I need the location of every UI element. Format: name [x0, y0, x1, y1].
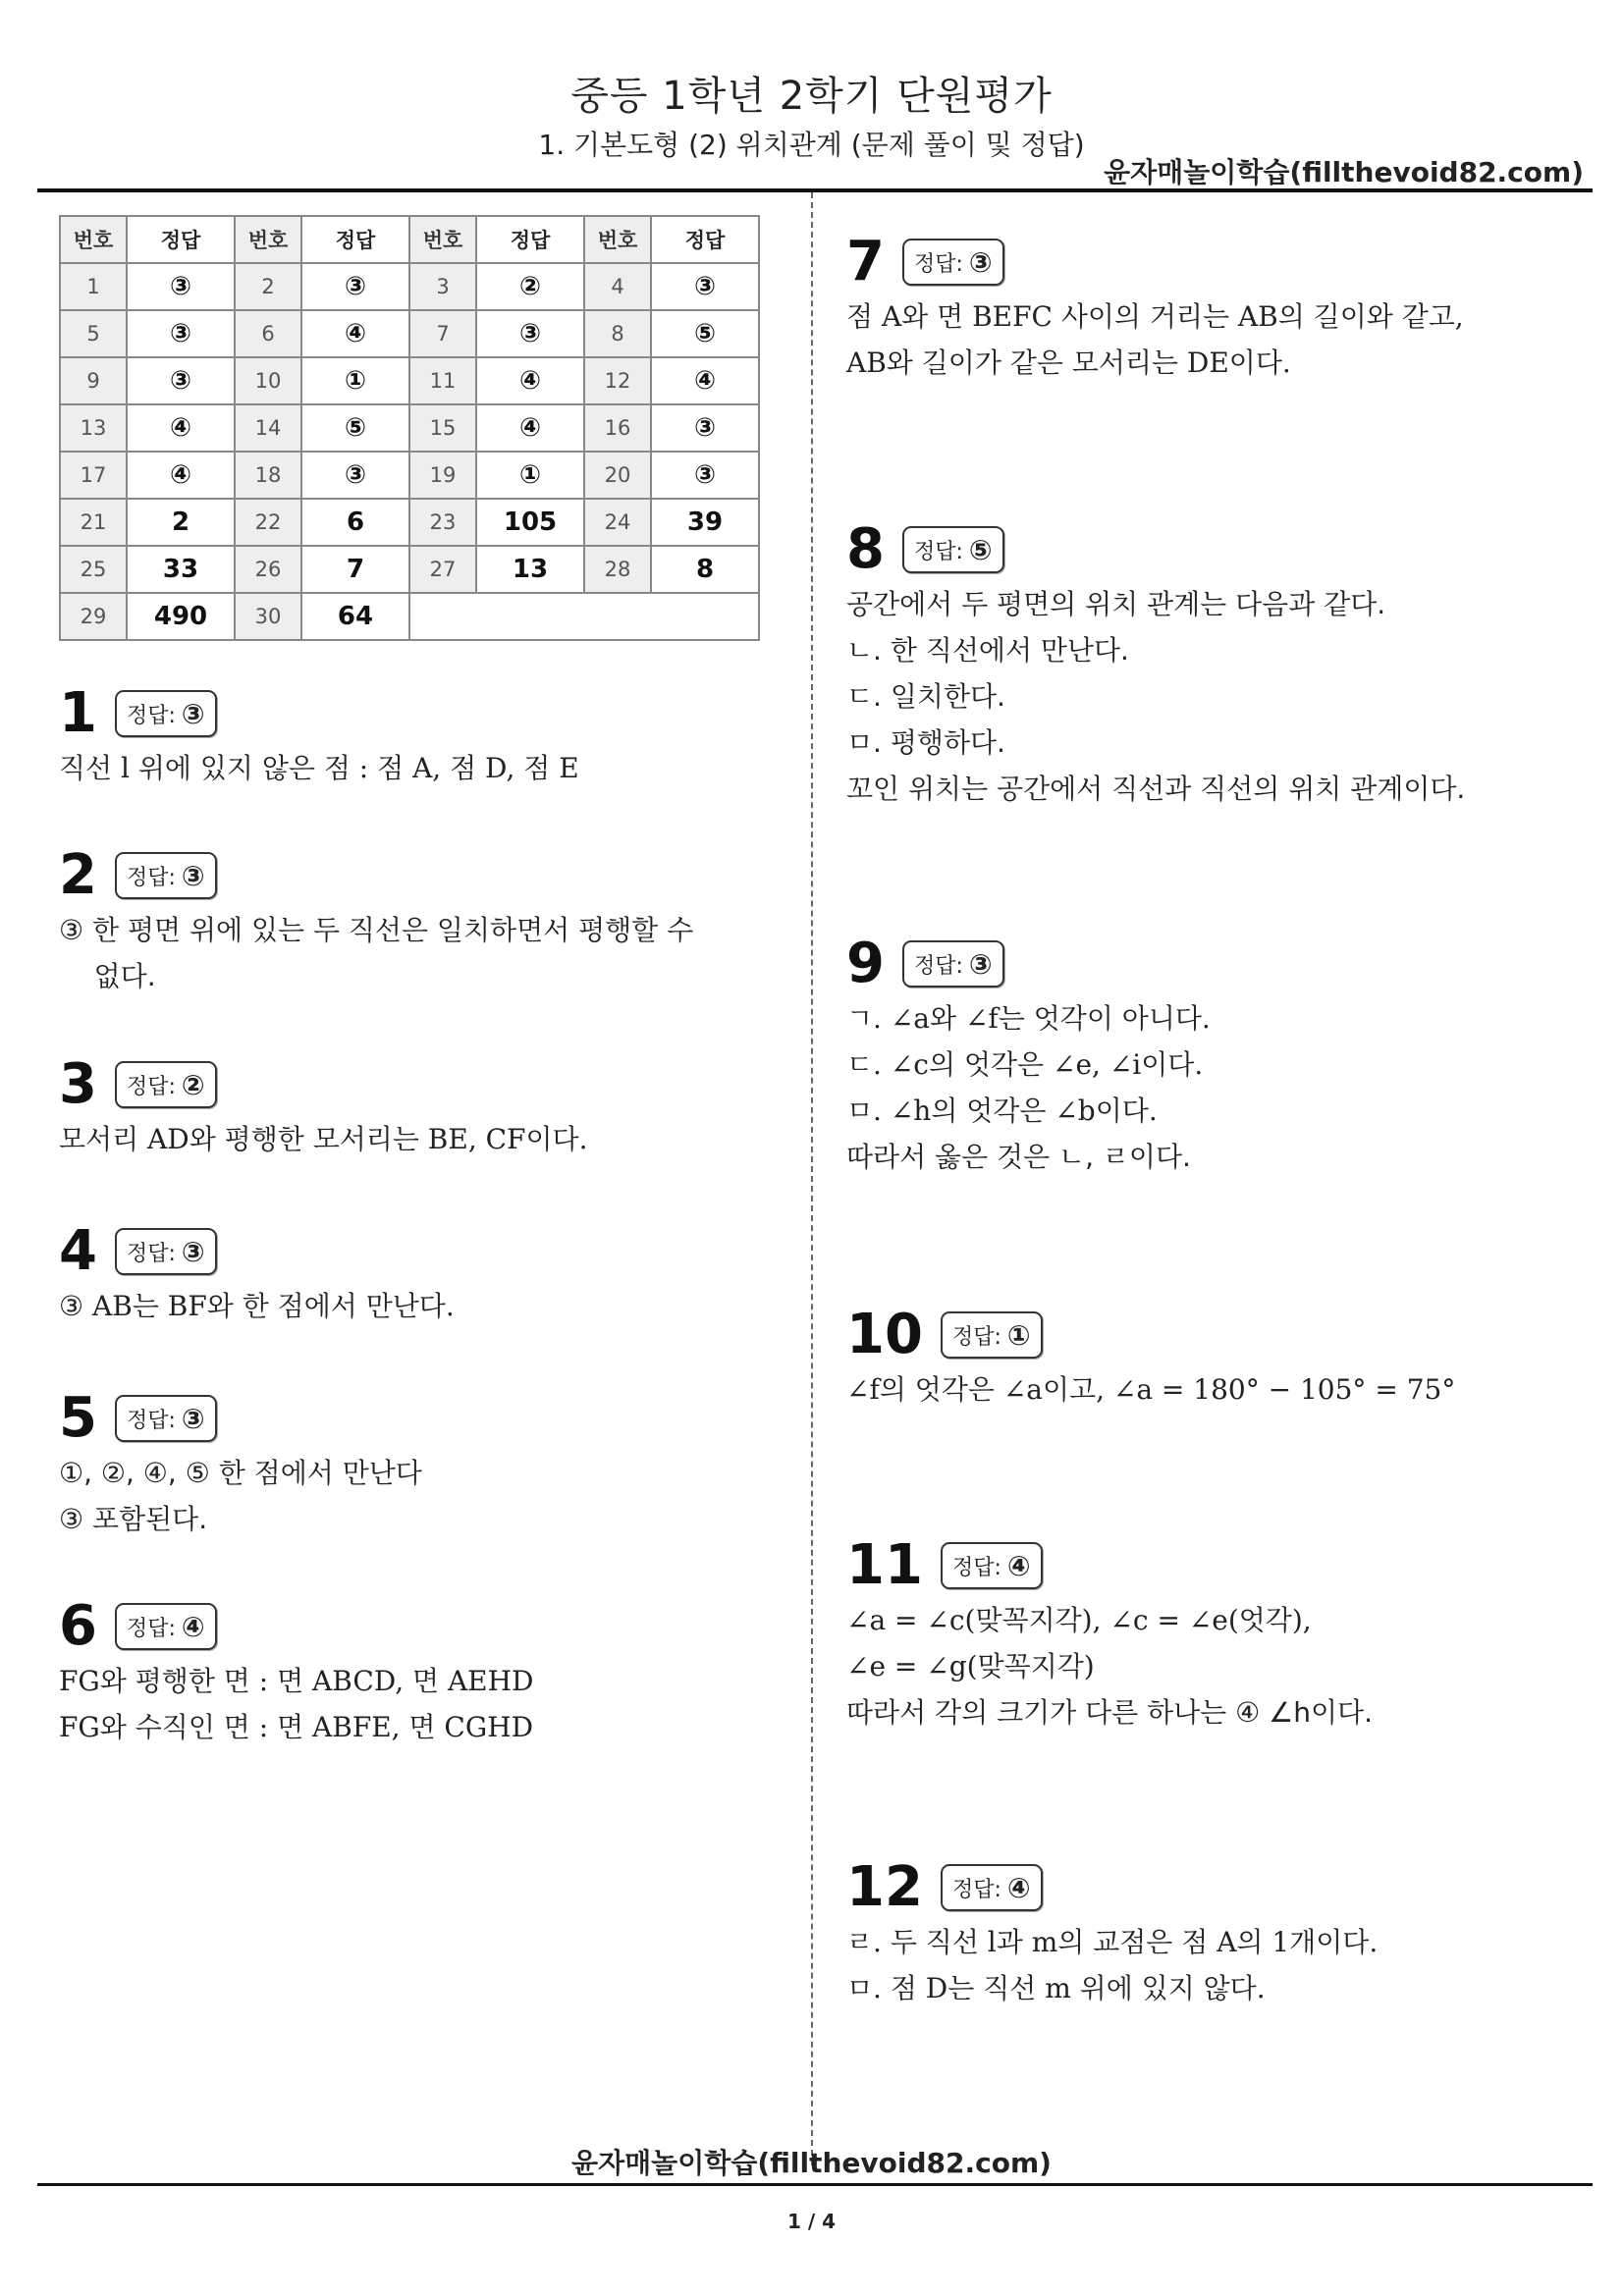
answer-value: ②	[476, 263, 584, 310]
question-number: 5	[60, 310, 127, 357]
answer-badge-value: ③	[968, 947, 993, 981]
question-number: 20	[584, 452, 651, 499]
question-number: 3	[409, 263, 476, 310]
explanation-line: 직선 l 위에 있지 않은 점 : 점 A, 점 D, 점 E	[59, 752, 579, 784]
problem-10	[846, 1304, 1553, 1413]
problem-3	[59, 1053, 766, 1162]
page-number: 1 / 4	[786, 2210, 837, 2233]
answer-badge-value: ③	[181, 1402, 205, 1435]
answer-value: ③	[301, 452, 409, 499]
num-header: 번호	[584, 216, 651, 263]
ans-header: 정답	[651, 216, 759, 263]
problem-number: 4	[59, 1219, 97, 1283]
question-number: 12	[584, 357, 651, 404]
explanation-line: ㅁ. 평행하다.	[846, 726, 1005, 759]
answer-badge-value: ④	[181, 1610, 205, 1643]
question-number: 27	[409, 546, 476, 593]
explanation-line: ③ AB는 BF와 한 점에서 만난다.	[59, 1290, 455, 1322]
answer-value: 6	[301, 499, 409, 546]
question-number: 13	[60, 404, 127, 452]
answer-badge-value: ②	[181, 1068, 205, 1101]
question-number: 16	[584, 404, 651, 452]
question-number: 4	[584, 263, 651, 310]
answer-badge	[941, 1864, 1043, 1911]
question-number: 25	[60, 546, 127, 593]
table-row	[60, 546, 759, 593]
page-subtitle: 1. 기본도형 (2) 위치관계 (문제 풀이 및 정답)	[538, 129, 1085, 161]
answer-value: 39	[651, 499, 759, 546]
explanation-line: 따라서 옳은 것은 ㄴ, ㄹ이다.	[846, 1141, 1191, 1173]
answer-badge	[115, 1228, 217, 1275]
explanation-line: ㅁ. ∠h의 엇각은 ∠b이다.	[846, 1095, 1158, 1127]
answer-badge-label: 정답:	[126, 865, 176, 890]
table-row	[60, 263, 759, 310]
problem-number: 12	[846, 1855, 923, 1919]
answer-value: 490	[127, 593, 235, 640]
answer-value: 64	[301, 593, 409, 640]
footer-rule	[37, 2183, 1593, 2186]
answer-badge-label: 정답:	[913, 539, 963, 564]
problem-7	[846, 231, 1553, 386]
explanation-line: 공간에서 두 평면의 위치 관계는 다음과 같다.	[846, 588, 1386, 620]
answer-table-header-row	[60, 216, 759, 263]
explanation-line: 모서리 AD와 평행한 모서리는 BE, CF이다.	[59, 1123, 588, 1155]
answer-badge	[115, 1395, 217, 1442]
answer-badge-label: 정답:	[126, 1074, 176, 1099]
answer-badge-label: 정답:	[913, 251, 963, 277]
answer-value: ④	[476, 357, 584, 404]
answer-value: ③	[127, 357, 235, 404]
answer-value: 8	[651, 546, 759, 593]
answer-value: ③	[476, 310, 584, 357]
problem-number: 10	[846, 1303, 923, 1366]
answer-badge-label: 정답:	[126, 1408, 176, 1433]
problem-number: 9	[846, 932, 885, 995]
question-number: 26	[235, 546, 301, 593]
explanation-line: FG와 평행한 면 : 면 ABCD, 면 AEHD	[59, 1665, 534, 1697]
problem-number: 1	[59, 681, 97, 745]
problem-number: 5	[59, 1386, 97, 1450]
problem-number: 2	[59, 843, 97, 907]
answer-value: 2	[127, 499, 235, 546]
explanation-line: AB와 길이가 같은 모서리는 DE이다.	[846, 347, 1291, 379]
explanation-line: ∠e = ∠g(맞꼭지각)	[846, 1650, 1095, 1682]
question-number: 7	[409, 310, 476, 357]
answer-value: ③	[651, 452, 759, 499]
problem-5	[59, 1387, 766, 1542]
question-number: 11	[409, 357, 476, 404]
explanation-line: 따라서 각의 크기가 다른 하나는 ④ ∠h이다.	[846, 1696, 1373, 1729]
answer-value: ④	[651, 357, 759, 404]
table-row	[60, 404, 759, 452]
problem-number: 6	[59, 1594, 97, 1658]
num-header: 번호	[60, 216, 127, 263]
answer-badge-label: 정답:	[126, 1241, 176, 1266]
question-number: 10	[235, 357, 301, 404]
page-title: 중등 1학년 2학기 단원평가	[570, 74, 1053, 119]
answer-badge	[115, 1061, 217, 1108]
answer-badge	[115, 852, 217, 899]
explanation-line: ③ 한 평면 위에 있는 두 직선은 일치하면서 평행할 수	[59, 914, 694, 946]
problem-9	[846, 933, 1553, 1180]
answer-badge-value: ③	[181, 859, 205, 892]
answer-badge	[115, 690, 217, 737]
column-divider	[811, 192, 813, 2165]
table-row	[60, 452, 759, 499]
answer-value: ①	[301, 357, 409, 404]
question-number: 30	[235, 593, 301, 640]
answer-badge	[902, 239, 1004, 286]
question-number: 8	[584, 310, 651, 357]
ans-header: 정답	[476, 216, 584, 263]
problem-number: 8	[846, 517, 885, 581]
answer-value: ③	[651, 263, 759, 310]
question-number: 24	[584, 499, 651, 546]
answer-value: ④	[476, 404, 584, 452]
explanation-line: ㄱ. ∠a와 ∠f는 엇각이 아니다.	[846, 1002, 1211, 1035]
explanation-line: ㄹ. 두 직선 l과 m의 교점은 점 A의 1개이다.	[846, 1926, 1379, 1958]
answer-badge-label: 정답:	[951, 1877, 1001, 1902]
question-number: 17	[60, 452, 127, 499]
answer-badge-label: 정답:	[126, 703, 176, 728]
question-number: 19	[409, 452, 476, 499]
answer-value: 33	[127, 546, 235, 593]
answer-value: ④	[301, 310, 409, 357]
answer-value: ③	[127, 263, 235, 310]
answer-badge	[902, 940, 1004, 988]
answer-value: ④	[127, 452, 235, 499]
explanation-line: ㄴ. 한 직선에서 만난다.	[846, 634, 1129, 667]
table-row	[60, 499, 759, 546]
empty-cell	[409, 593, 759, 640]
problem-8	[846, 518, 1553, 812]
problem-number: 11	[846, 1533, 923, 1597]
brand-footer: 윤자매놀이학습(fillthevoid82.com)	[571, 2147, 1052, 2179]
num-header: 번호	[235, 216, 301, 263]
problem-6	[59, 1595, 766, 1750]
explanation-line: ㄷ. 일치한다.	[846, 680, 1005, 713]
question-number: 14	[235, 404, 301, 452]
answer-badge-value: ③	[181, 1235, 205, 1268]
question-number: 28	[584, 546, 651, 593]
explanation-line: ㄷ. ∠c의 엇각은 ∠e, ∠i이다.	[846, 1048, 1204, 1081]
answer-badge	[115, 1603, 217, 1650]
num-header: 번호	[409, 216, 476, 263]
question-number: 21	[60, 499, 127, 546]
explanation-line: 점 A와 면 BEFC 사이의 거리는 AB의 길이와 같고,	[846, 300, 1464, 333]
problem-number: 7	[846, 230, 885, 294]
question-number: 6	[235, 310, 301, 357]
explanation-line: ③ 포함된다.	[59, 1503, 208, 1535]
question-number: 9	[60, 357, 127, 404]
answer-table	[59, 215, 760, 641]
answer-value: ③	[651, 404, 759, 452]
answer-badge-value: ③	[181, 697, 205, 730]
brand-header: 윤자매놀이학습(fillthevoid82.com)	[1104, 156, 1584, 188]
answer-badge-label: 정답:	[126, 1616, 176, 1641]
problem-number: 3	[59, 1052, 97, 1116]
problem-11	[846, 1534, 1553, 1735]
table-row	[60, 310, 759, 357]
explanation-line: 없다.	[59, 960, 156, 992]
answer-badge-label: 정답:	[913, 953, 963, 979]
ans-header: 정답	[127, 216, 235, 263]
explanation-line: ㅁ. 점 D는 직선 m 위에 있지 않다.	[846, 1972, 1266, 2004]
answer-value: 13	[476, 546, 584, 593]
table-row	[60, 357, 759, 404]
question-number: 1	[60, 263, 127, 310]
answer-badge-value: ①	[1006, 1318, 1031, 1352]
problem-1	[59, 682, 766, 791]
table-row	[60, 593, 759, 640]
question-number: 2	[235, 263, 301, 310]
answer-badge-label: 정답:	[951, 1555, 1001, 1580]
answer-badge-value: ④	[1006, 1871, 1031, 1904]
answer-value: ⑤	[651, 310, 759, 357]
header-rule	[37, 188, 1593, 192]
answer-badge-value: ⑤	[968, 533, 993, 566]
question-number: 23	[409, 499, 476, 546]
answer-value: 7	[301, 546, 409, 593]
answer-value: ③	[127, 310, 235, 357]
problem-12	[846, 1856, 1553, 2011]
explanation-line: ①, ②, ④, ⑤ 한 점에서 만난다	[59, 1457, 422, 1489]
answer-badge	[941, 1311, 1043, 1359]
answer-badge	[902, 526, 1004, 573]
answer-value: ④	[127, 404, 235, 452]
answer-value: ①	[476, 452, 584, 499]
answer-value: 105	[476, 499, 584, 546]
answer-badge-value: ④	[1006, 1549, 1031, 1582]
ans-header: 정답	[301, 216, 409, 263]
answer-badge-value: ③	[968, 245, 993, 279]
answer-badge	[941, 1542, 1043, 1589]
explanation-line: FG와 수직인 면 : 면 ABFE, 면 CGHD	[59, 1711, 534, 1743]
problem-4	[59, 1220, 766, 1329]
question-number: 18	[235, 452, 301, 499]
question-number: 15	[409, 404, 476, 452]
explanation-line: 꼬인 위치는 공간에서 직선과 직선의 위치 관계이다.	[846, 773, 1466, 805]
answer-badge-label: 정답:	[951, 1324, 1001, 1350]
answer-value: ⑤	[301, 404, 409, 452]
question-number: 29	[60, 593, 127, 640]
answer-value: ③	[301, 263, 409, 310]
problem-2	[59, 844, 766, 999]
explanation-line: ∠f의 엇각은 ∠a이고, ∠a = 180° − 105° = 75°	[846, 1373, 1456, 1406]
question-number: 22	[235, 499, 301, 546]
explanation-line: ∠a = ∠c(맞꼭지각), ∠c = ∠e(엇각),	[846, 1604, 1312, 1636]
